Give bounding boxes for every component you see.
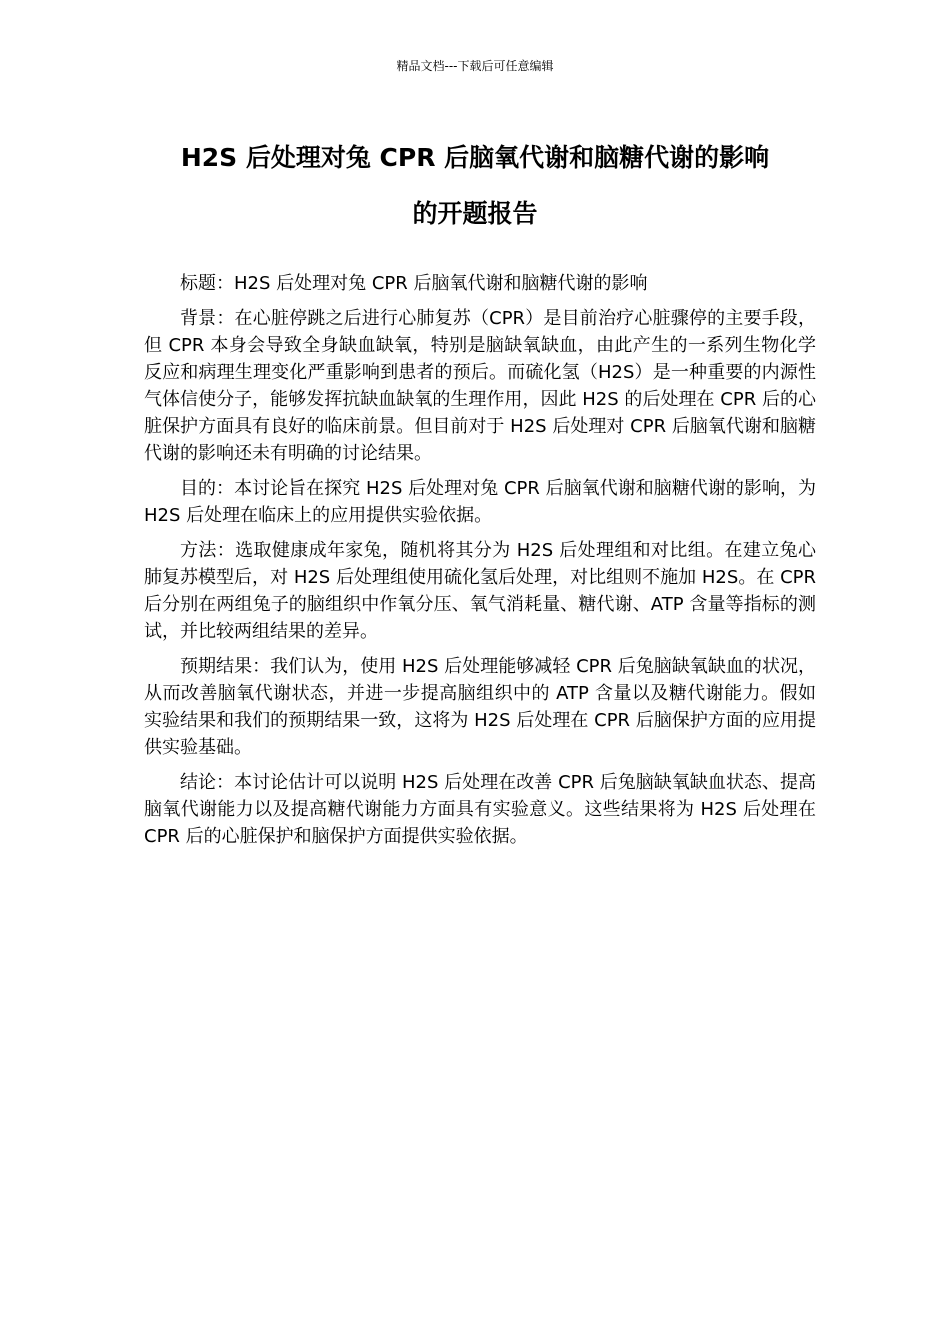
title-line-1: H2S 后处理对兔 CPR 后脑氧代谢和脑糖代谢的影响 [180, 143, 770, 172]
document-body [144, 270, 816, 858]
paragraph-background: 背景：在心脏停跳之后进行心肺复苏（CPR）是目前治疗心脏骤停的主要手段，但 CPR 本身会导致全身缺血缺氧，特别是脑缺氧缺血，由此产生的一系列生物化学反应和病理生理变化严重影响到患者的预后。而硫化氢（H2S）是一种重要的内源性气体信使分子，能够发挥抗缺血缺氧的生理作用，因此 H2S 的后处理在 CPR 后的心脏保护方面具有良好的临床前景。但目前对于 H2S 后处理对 CPR 后脑氧代谢和脑糖代谢的影响还未有明确的讨论结果。 [144, 308, 816, 464]
paragraph-title: 标题：H2S 后处理对兔 CPR 后脑氧代谢和脑糖代谢的影响 [180, 273, 648, 294]
title-line-2: 的开题报告 [412, 199, 538, 228]
header-note: 精品文档---下载后可任意编辑 [396, 59, 554, 73]
paragraph-method: 方法：选取健康成年家兔，随机将其分为 H2S 后处理组和对比组。在建立兔心肺复苏模型后，对 H2S 后处理组使用硫化氢后处理，对比组则不施加 H2S。在 CPR 后分别在两组兔子的脑组织中作氧分压、氧气消耗量、糖代谢、ATP 含量等指标的测试，并比较两组结果的差异。 [144, 540, 816, 642]
document-title [120, 130, 830, 242]
paragraph-purpose: 目的：本讨论旨在探究 H2S 后处理对兔 CPR 后脑氧代谢和脑糖代谢的影响，为 H2S 后处理在临床上的应用提供实验依据。 [144, 478, 816, 526]
paragraph-conclusion: 结论：本讨论估计可以说明 H2S 后处理在改善 CPR 后兔脑缺氧缺血状态、提高脑氧代谢能力以及提高糖代谢能力方面具有实验意义。这些结果将为 H2S 后处理在 CPR 后的心脏保护和脑保护方面提供实验依据。 [144, 772, 816, 847]
paragraph-expected-results: 预期结果：我们认为，使用 H2S 后处理能够减轻 CPR 后兔脑缺氧缺血的状况，从而改善脑氧代谢状态，并进一步提高脑组织中的 ATP 含量以及糖代谢能力。假如实验结果和我们的预期结果一致，这将为 H2S 后处理在 CPR 后脑保护方面的应用提供实验基础。 [144, 656, 816, 758]
